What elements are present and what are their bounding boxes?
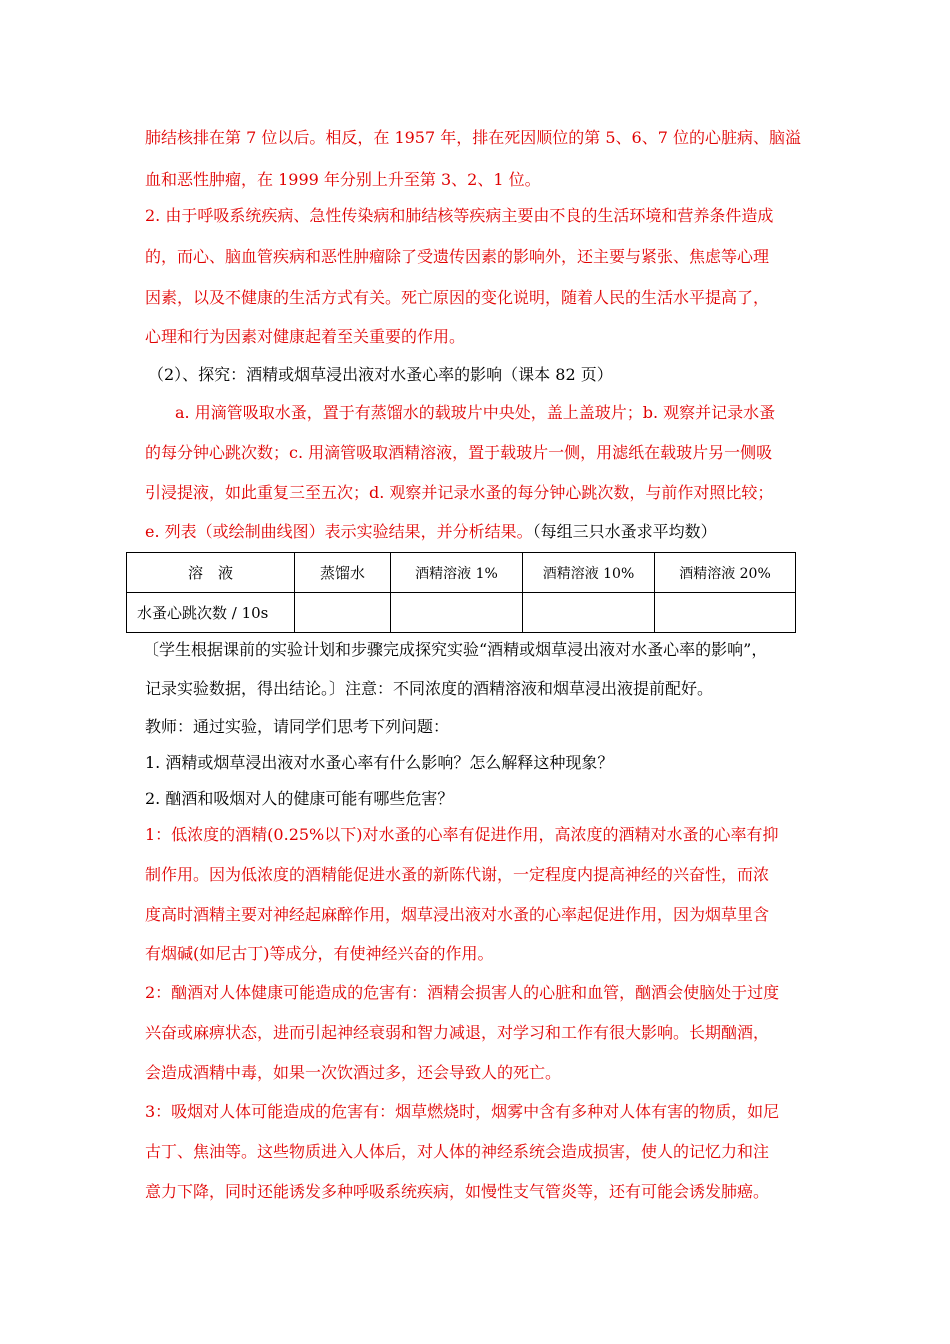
teacher-line: 教师：通过实验，请同学们思考下列问题：: [145, 717, 450, 736]
step-line: 引浸提液，如此重复三至五次；d. 观察并记录水蚤的每分钟心跳次数，与前作对照比较；: [145, 483, 774, 502]
answer-line: 意力下降，同时还能诱发多种呼吸系统疾病，如慢性支气管炎等，还有可能会诱发肺癌。: [145, 1182, 770, 1201]
table-cell: [523, 593, 655, 633]
step-line: a. 用滴管吸取水蚤，置于有蒸馏水的载玻片中央处，盖上盖玻片；b. 观察并记录水蚤: [175, 403, 776, 422]
answer-line: 2：酗酒对人体健康可能造成的危害有：酒精会损害人的心脏和血管，酗酒会使脑处于过度: [145, 983, 780, 1002]
step-line: 的每分钟心跳次数；c. 用滴管吸取酒精溶液，置于载玻片一侧，用滤纸在载玻片另一侧吸: [145, 443, 773, 462]
paragraph-line: 因素，以及不健康的生活方式有关。死亡原因的变化说明，随着人民的生活水平提高了，: [145, 288, 770, 307]
answer-line: 1：低浓度的酒精(0.25%以下)对水蚤的心率有促进作用，高浓度的酒精对水蚤的心率有抑: [145, 825, 779, 844]
question-2: 2. 酗酒和吸烟对人的健康可能有哪些危害？: [145, 789, 454, 808]
table-cell: [295, 593, 391, 633]
question-1: 1. 酒精或烟草浸出液对水蚤心率有什么影响？怎么解释这种现象？: [145, 753, 614, 772]
step-line: [145, 522, 717, 542]
table-header-row: [127, 553, 796, 593]
paragraph-line: 记录实验数据，得出结论。〕注意：不同浓度的酒精溶液和烟草浸出液提前配好。: [145, 679, 714, 698]
table-header-cell: 酒精溶液 10%: [523, 553, 655, 593]
table-cell: [655, 593, 796, 633]
table-header-cell: 酒精溶液 20%: [655, 553, 796, 593]
table-row-label: 水蚤心跳次数 / 10s: [127, 593, 295, 633]
table-row: [127, 593, 796, 633]
answer-line: 会造成酒精中毒，如果一次饮酒过多，还会导致人的死亡。: [145, 1063, 562, 1082]
answer-line: 度高时酒精主要对神经起麻醉作用，烟草浸出液对水蚤的心率起促进作用，因为烟草里含: [145, 905, 770, 924]
answer-line: 制作用。因为低浓度的酒精能促进水蚤的新陈代谢，一定程度内提高神经的兴奋性，而浓: [145, 865, 770, 884]
paragraph-line: 的，而心、脑血管疾病和恶性肿瘤除了受遗传因素的影响外，还主要与紧张、焦虑等心理: [145, 247, 770, 266]
answer-line: 古丁、焦油等。这些物质进入人体后，对人体的神经系统会造成损害，使人的记忆力和注: [145, 1142, 770, 1161]
table-cell: [391, 593, 523, 633]
answer-line: 有烟碱(如尼古丁)等成分，有使神经兴奋的作用。: [145, 944, 494, 963]
table-header-cell: 酒精溶液 1%: [391, 553, 523, 593]
paragraph-line: 肺结核排在第 7 位以后。相反，在 1957 年，排在死因顺位的第 5、6、7 位的心脏病、脑溢: [145, 128, 801, 147]
paragraph-line: 2. 由于呼吸系统疾病、急性传染病和肺结核等疾病主要由不良的生活环境和营养条件造成: [145, 206, 774, 225]
answer-line: 兴奋或麻痹状态，进而引起神经衰弱和智力减退，对学习和工作有很大影响。长期酗酒，: [145, 1023, 770, 1042]
table-header-cell: 溶 液: [127, 553, 295, 593]
step-text: e. 列表（或绘制曲线图）表示实验结果，并分析结果。: [145, 522, 533, 541]
experiment-table: [126, 552, 796, 633]
table-header-cell: 蒸馏水: [295, 553, 391, 593]
paragraph-line: 心理和行为因素对健康起着至关重要的作用。: [145, 327, 466, 346]
answer-line: 3：吸烟对人体可能造成的危害有：烟草燃烧时，烟雾中含有多种对人体有害的物质，如尼: [145, 1102, 780, 1121]
paragraph-line: 〔学生根据课前的实验计划和步骤完成探究实验“酒精或烟草浸出液对水蚤心率的影响”，: [143, 640, 768, 659]
section-heading: （2）、探究：酒精或烟草浸出液对水蚤心率的影响（课本 82 页）: [148, 365, 613, 384]
step-note: （每组三只水蚤求平均数）: [532, 522, 717, 541]
paragraph-line: 血和恶性肿瘤，在 1999 年分别上升至第 3、2、1 位。: [145, 170, 541, 189]
